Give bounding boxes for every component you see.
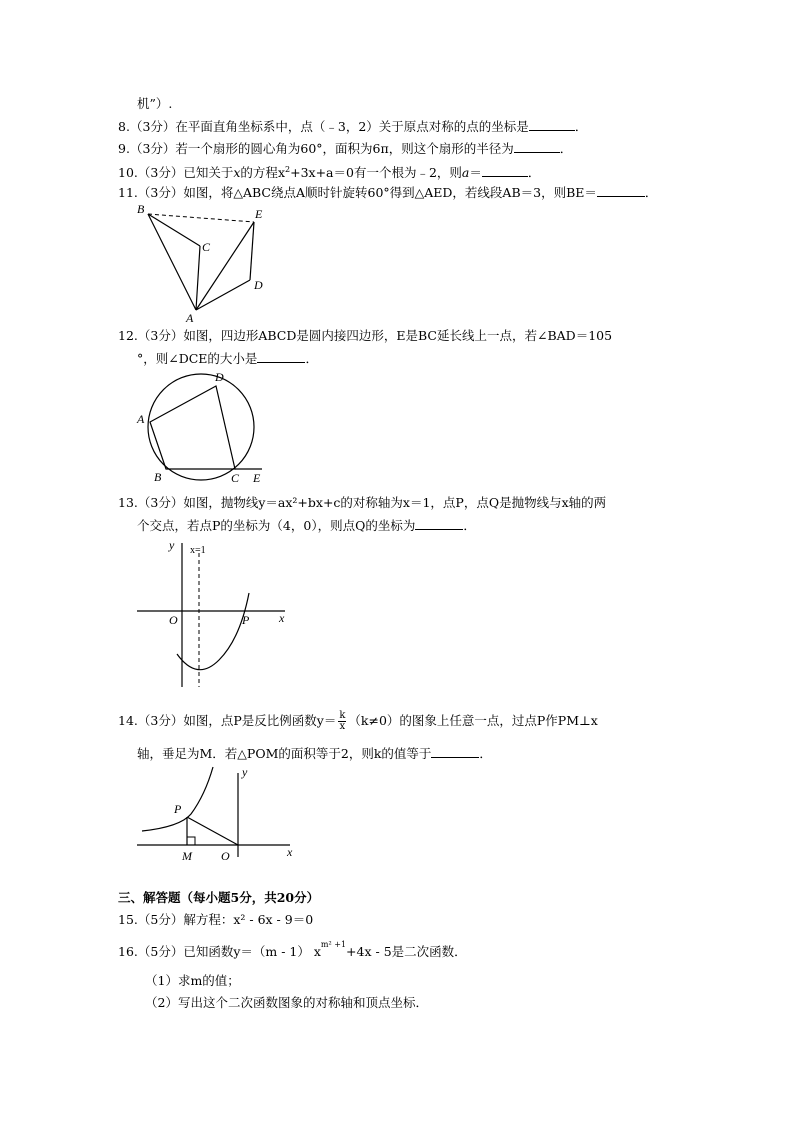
label-E: E <box>253 471 261 485</box>
q7-tail: 机”）. <box>137 96 173 111</box>
label-x: x <box>279 611 285 625</box>
fraction-k-over-x: $\frac{k}{x}$ <box>339 710 346 732</box>
figure-parabola <box>135 535 300 695</box>
label-M: M <box>182 849 192 863</box>
question-8: 8.（3分）在平面直角坐标系中，点（﹣3，2）关于原点对称的点的坐标是 ． <box>118 119 588 134</box>
question-13-line2: 个交点，若点P的坐标为（4，0），则点Q的坐标为 ． <box>137 518 476 533</box>
figure-cyclic-quadrilateral <box>135 370 270 485</box>
answer-blank <box>514 140 560 153</box>
question-10: 10.（3分）已知关于x的方程$x^2+3x+a=0$有一个根为﹣2，则a＝ ． <box>118 165 541 181</box>
question-16-sub1: （1）求m的值； <box>145 973 240 988</box>
section-3-heading: 三、解答题（每小题5分，共20分） <box>118 890 320 905</box>
label-y: y <box>242 765 248 779</box>
question-9: 9.（3分）若一个扇形的圆心角为60°，面积为6π，则这个扇形的半径为 ． <box>118 141 573 156</box>
answer-blank <box>482 164 528 177</box>
label-A: A <box>186 311 194 325</box>
question-16-sub2: （2）写出这个二次函数图象的对称轴和顶点坐标． <box>145 995 428 1010</box>
question-12: 12.（3分）如图，四边形ABCD是圆内接四边形，E是BC延长线上一点，若∠BAD＝105 <box>118 328 613 343</box>
question-13: 13.（3分）如图，抛物线y＝ax²+bx+c的对称轴为x＝1，点P，点Q是抛物线与x轴的两 <box>118 495 607 510</box>
question-16: 16.（5分）已知函数y＝（m - 1） $x^{m^2 +1}+4x - 5$是二次函数． <box>118 940 467 960</box>
figure-rotation-triangles <box>130 200 280 325</box>
question-12-line2: °，则∠DCE的大小是 ． <box>137 351 318 366</box>
label-B: B <box>137 202 145 216</box>
figure-inverse-function <box>135 765 305 865</box>
answer-blank <box>415 517 463 530</box>
answer-blank <box>431 745 479 758</box>
answer-blank <box>257 350 305 363</box>
label-C: C <box>231 471 240 485</box>
label-C: C <box>202 240 211 254</box>
label-O: O <box>221 849 230 863</box>
question-14-line2: 轴，垂足为M．若△POM的面积等于2，则k的值等于 ． <box>137 746 492 761</box>
label-P: P <box>242 613 250 627</box>
label-D: D <box>215 370 224 384</box>
label-y: y <box>169 538 175 552</box>
answer-blank <box>529 118 575 131</box>
label-E: E <box>255 207 263 221</box>
label-P: P <box>174 802 182 816</box>
question-14: 14.（3分）如图，点P是反比例函数y＝ $\frac{k}{x}$ （k≠0）的图象上任意一点，过点P作PM⊥x <box>118 710 598 732</box>
label-D: D <box>254 278 263 292</box>
label-A: A <box>137 412 145 426</box>
label-axis: x=1 <box>190 545 206 556</box>
question-15: 15.（5分）解方程：x² - 6x - 9＝0 <box>118 912 314 927</box>
label-O: O <box>169 613 178 627</box>
question-11: 11.（3分）如图，将△ABC绕点A顺时针旋转60°得到△AED，若线段AB＝3，则BE＝ ． <box>118 185 658 200</box>
label-x: x <box>287 845 293 859</box>
label-B: B <box>154 470 162 484</box>
answer-blank <box>597 184 645 197</box>
